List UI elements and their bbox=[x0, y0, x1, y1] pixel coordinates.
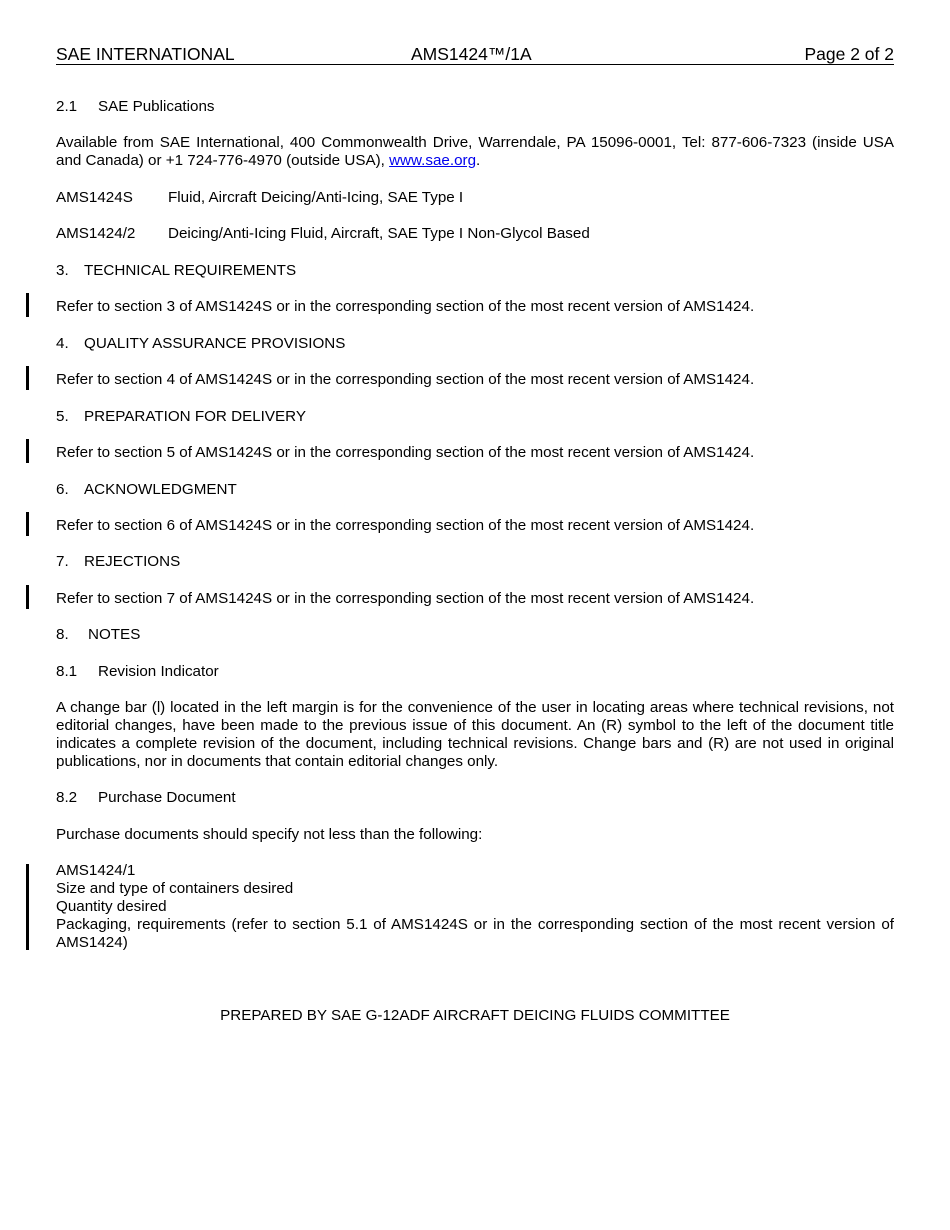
change-bar bbox=[26, 864, 29, 950]
section-3-text: Refer to section 3 of AMS1424S or in the corresponding section of the most recent version of AMS1424. bbox=[56, 298, 755, 315]
section-number: 3. bbox=[56, 262, 69, 279]
section-8-heading bbox=[56, 626, 894, 644]
availability-paragraph bbox=[56, 134, 894, 170]
section-number: 2.1 bbox=[56, 98, 78, 115]
prepared-by-note: PREPARED BY SAE G-12ADF AIRCRAFT DEICING FLUIDS COMMITTEE bbox=[220, 1007, 730, 1024]
reference-row bbox=[56, 189, 894, 207]
change-bar bbox=[26, 293, 29, 317]
section-2-1-heading bbox=[56, 98, 894, 116]
availability-text: Available from SAE International, 400 Commonwealth Drive, Warrendale, PA 15096-0001, Tel: 877-606-7323 (inside USA and Canada) or +1 724-776-4970 (outside USA), bbox=[56, 134, 894, 169]
section-title: PREPARATION FOR DELIVERY bbox=[84, 408, 306, 425]
section-5-text: Refer to section 5 of AMS1424S or in the corresponding section of the most recent version of AMS1424. bbox=[56, 444, 755, 461]
section-4-heading bbox=[56, 335, 894, 353]
reference-row bbox=[56, 225, 894, 243]
section-title: Purchase Document bbox=[98, 789, 236, 806]
change-bar bbox=[26, 439, 29, 463]
section-number: 8. bbox=[56, 626, 69, 643]
reference-code: AMS1424S bbox=[56, 189, 133, 206]
revision-indicator-paragraph: A change bar (l) located in the left margin is for the convenience of the user in locating areas where technical revisions, not editorial changes, have been made to the previous issue of this document. An (R) symbol to the left of the document title indicates a complete revision of the document, including technical revisions. Change bars and (R) are not used in original publications, nor in documents that contain editorial changes only. bbox=[56, 699, 894, 770]
purchase-intro: Purchase documents should specify not less than the following: bbox=[56, 826, 483, 843]
section-number: 7. bbox=[56, 553, 69, 570]
section-5-heading bbox=[56, 408, 894, 426]
section-7-text: Refer to section 7 of AMS1424S or in the corresponding section of the most recent version of AMS1424. bbox=[56, 590, 755, 607]
section-title: QUALITY ASSURANCE PROVISIONS bbox=[84, 335, 346, 352]
section-8-2-heading bbox=[56, 789, 894, 807]
header-publisher: SAE INTERNATIONAL bbox=[56, 44, 235, 64]
section-number: 4. bbox=[56, 335, 69, 352]
section-7-heading bbox=[56, 553, 894, 571]
reference-code: AMS1424/2 bbox=[56, 225, 136, 242]
list-item: Packaging, requirements (refer to section 5.1 of AMS1424S or in the corresponding section of the most recent version of AMS1424) bbox=[56, 916, 894, 951]
sae-website-link[interactable]: www.sae.org bbox=[389, 152, 477, 169]
section-title: NOTES bbox=[88, 626, 141, 643]
change-bar bbox=[26, 512, 29, 536]
section-number: 8.2 bbox=[56, 789, 78, 806]
section-number: 6. bbox=[56, 481, 69, 498]
list-item: Quantity desired bbox=[56, 898, 167, 915]
section-title: REJECTIONS bbox=[84, 553, 181, 570]
section-4-text: Refer to section 4 of AMS1424S or in the corresponding section of the most recent version of AMS1424. bbox=[56, 371, 755, 388]
section-8-1-heading bbox=[56, 663, 894, 681]
purchase-requirements-list bbox=[56, 862, 894, 952]
change-bar bbox=[26, 366, 29, 390]
section-number: 8.1 bbox=[56, 663, 78, 680]
list-item: Size and type of containers desired bbox=[56, 880, 294, 897]
section-title: ACKNOWLEDGMENT bbox=[84, 481, 237, 498]
header-document-id: AMS1424™/1A bbox=[411, 44, 532, 64]
change-bar bbox=[26, 585, 29, 609]
page-header bbox=[56, 44, 894, 65]
section-title: Revision Indicator bbox=[98, 663, 219, 680]
section-6-heading bbox=[56, 481, 894, 499]
list-item: AMS1424/1 bbox=[56, 862, 136, 879]
header-page-number: Page 2 of 2 bbox=[804, 44, 894, 64]
reference-title: Fluid, Aircraft Deicing/Anti-Icing, SAE Type I bbox=[168, 189, 464, 206]
reference-title: Deicing/Anti-Icing Fluid, Aircraft, SAE Type I Non-Glycol Based bbox=[168, 225, 590, 242]
section-number: 5. bbox=[56, 408, 69, 425]
section-title: SAE Publications bbox=[98, 98, 215, 115]
section-3-heading bbox=[56, 262, 894, 280]
section-title: TECHNICAL REQUIREMENTS bbox=[84, 262, 297, 279]
section-6-text: Refer to section 6 of AMS1424S or in the corresponding section of the most recent version of AMS1424. bbox=[56, 517, 755, 534]
link-suffix: . bbox=[476, 152, 481, 169]
